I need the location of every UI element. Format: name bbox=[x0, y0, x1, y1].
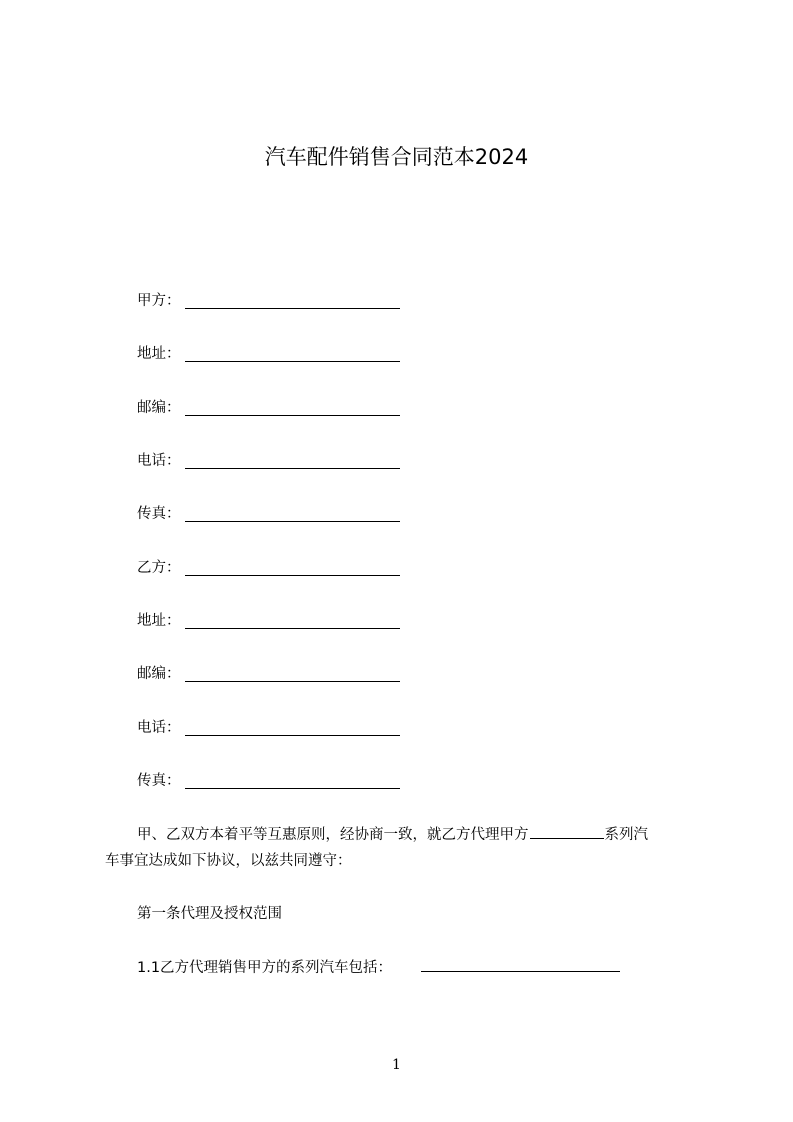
party-a-phone-label: 电话： bbox=[137, 453, 181, 469]
party-a-phone-blank bbox=[185, 468, 400, 469]
party-a-fax-field bbox=[137, 503, 181, 525]
party-a-address-label: 地址： bbox=[137, 346, 181, 362]
party-b-address-blank bbox=[185, 628, 400, 629]
intro-line-1-text: 甲、乙双方本着平等互惠原则，经协商一致，就乙方代理甲方 bbox=[137, 827, 529, 843]
party-b-address-field bbox=[137, 610, 181, 632]
intro-line-1 bbox=[137, 824, 648, 846]
party-b-label: 乙方： bbox=[137, 560, 181, 576]
party-b-fax-field bbox=[137, 770, 181, 792]
party-a-fax-blank bbox=[185, 521, 400, 522]
party-b-postcode-label: 邮编： bbox=[137, 666, 181, 682]
party-a-postcode-label: 邮编： bbox=[137, 400, 181, 416]
party-b-phone-field bbox=[137, 717, 181, 739]
party-b-phone-blank bbox=[185, 735, 400, 736]
party-b-fax-label: 传真： bbox=[137, 773, 181, 789]
party-b-address-label: 地址： bbox=[137, 613, 181, 629]
party-b-phone-label: 电话： bbox=[137, 720, 181, 736]
article-1-heading: 第一条代理及授权范围 bbox=[137, 906, 282, 922]
clause-1-1-blank bbox=[421, 971, 620, 972]
party-a-label: 甲方： bbox=[137, 293, 181, 309]
intro-line-1-tail: 系列汽 bbox=[604, 827, 648, 843]
party-b-field bbox=[137, 557, 181, 579]
document-title: 汽车配件销售合同范本2024 bbox=[264, 145, 529, 169]
party-a-postcode-field bbox=[137, 397, 181, 419]
series-blank bbox=[530, 824, 604, 839]
party-b-postcode-field bbox=[137, 663, 181, 685]
party-a-fax-label: 传真： bbox=[137, 506, 181, 522]
clause-1-1: 1.1乙方代理销售甲方的系列汽车包括： bbox=[137, 960, 393, 976]
party-a-phone-field bbox=[137, 450, 181, 472]
party-b-blank bbox=[185, 575, 400, 576]
party-a-postcode-blank bbox=[185, 415, 400, 416]
party-a-address-blank bbox=[185, 361, 400, 362]
intro-line-2: 车事宜达成如下协议，以兹共同遵守： bbox=[105, 853, 352, 869]
party-b-postcode-blank bbox=[185, 681, 400, 682]
party-a-field bbox=[137, 290, 181, 312]
page-number: 1 bbox=[392, 1057, 401, 1073]
party-a-blank bbox=[185, 308, 400, 309]
party-b-fax-blank bbox=[185, 788, 400, 789]
party-a-address-field bbox=[137, 343, 181, 365]
